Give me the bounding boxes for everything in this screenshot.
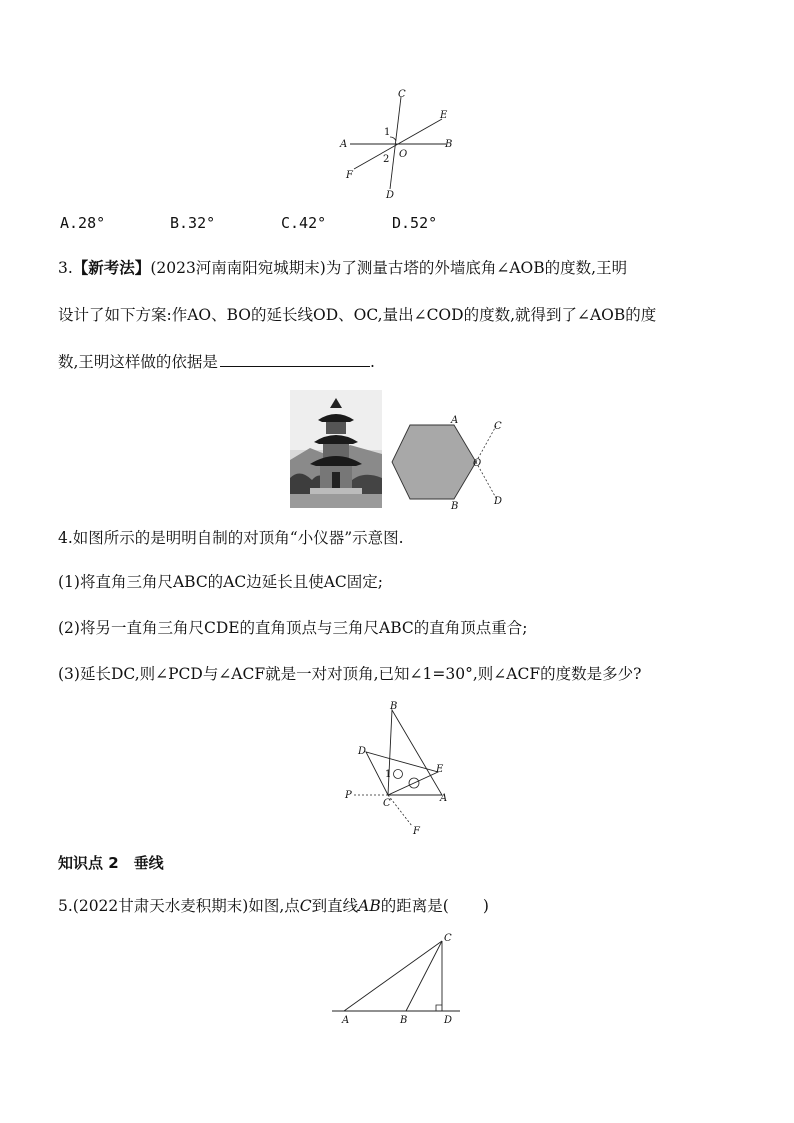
q5-label-b: B (400, 1015, 408, 1026)
section-title: 知识点 2 垂线 (58, 854, 164, 872)
label-d: D (386, 190, 395, 200)
hex-label-a: A (451, 415, 459, 426)
q3-answer-blank[interactable] (220, 352, 370, 367)
option-a: A.28° (60, 214, 106, 232)
label-e: E (440, 110, 448, 121)
q4-step-2: (2)将另一直角三角尺CDE的直角顶点与三角尺ABC的直角顶点重合; (58, 619, 528, 637)
q5-text-end: 的距离是( (380, 897, 449, 915)
q5-label-d: D (444, 1015, 453, 1026)
ray-cf (388, 795, 412, 826)
q5-text-mid: 到直线 (311, 897, 359, 915)
q5-figure (330, 927, 466, 1027)
option-c: C.42° (281, 214, 327, 232)
q4-label-f: F (413, 826, 420, 837)
option-b: B.32° (170, 214, 216, 232)
segment-ac (344, 941, 442, 1011)
segment-bc (406, 941, 442, 1011)
hexagon-figure (390, 412, 510, 512)
label-o: O (399, 149, 408, 160)
q3-tag: 【新考法】 (72, 258, 151, 277)
ray-oc (476, 426, 496, 462)
q3-source: (2023河南南阳宛城期末) (150, 259, 326, 277)
q5-label-a: A (342, 1015, 350, 1026)
q4-figure (342, 700, 458, 838)
label-b: B (445, 139, 453, 150)
q4-label-d: D (358, 746, 367, 757)
q3-line-1-text: 为了测量古塔的外墙底角∠AOB的度数,王明 (325, 259, 628, 277)
q3-line-1 (58, 256, 627, 278)
q4-label-c: C (383, 798, 391, 809)
label-angle-1: 1 (384, 127, 391, 138)
hexagon (392, 425, 476, 499)
q4-line-1: 4.如图所示的是明明自制的对顶角“小仪器”示意图. (58, 529, 404, 547)
q2-figure (338, 85, 458, 200)
label-a: A (340, 139, 348, 150)
q5-text-close: ) (482, 897, 489, 915)
q5-line (58, 894, 489, 916)
q3-number: 3. (58, 259, 73, 277)
q5-text-start: 5.(2022甘肃天水麦积期末)如图,点 (58, 897, 300, 915)
label-f: F (346, 170, 353, 181)
label-c: C (398, 89, 406, 100)
hex-label-b: B (451, 501, 459, 512)
label-angle-2: 2 (383, 154, 390, 165)
q4-label-p: P (345, 790, 352, 801)
q4-step-1: (1)将直角三角尺ABC的AC边延长且使AC固定; (58, 573, 384, 591)
angle-1-arc (390, 137, 396, 141)
q3-line-3-end: . (369, 353, 375, 371)
q4-step-3: (3)延长DC,则∠PCD与∠ACF就是一对对顶角,已知∠1=30°,则∠ACF的度数是多少? (58, 665, 642, 683)
q5-line-ab: AB (358, 897, 381, 915)
q4-label-e: E (436, 764, 444, 775)
q5-point-c: C (299, 897, 312, 915)
q3-line-3-text: 数,王明这样做的依据是 (58, 353, 218, 371)
q4-label-a: A (440, 793, 448, 804)
hex-label-o: O (473, 458, 482, 469)
q4-label-angle-1: 1 (385, 769, 392, 780)
hole-1 (394, 770, 403, 779)
q4-label-b: B (390, 701, 398, 712)
q5-label-c: C (444, 933, 452, 944)
q3-line-3 (58, 350, 375, 372)
q3-line-2: 设计了如下方案:作AO、BO的延长线OD、OC,量出∠COD的度数,就得到了∠AOB的度 (58, 306, 657, 324)
right-angle-mark (436, 1005, 442, 1011)
hex-label-d: D (494, 496, 503, 507)
hex-label-c: C (494, 421, 502, 432)
triangle-cde (366, 752, 438, 795)
pagoda-photo (290, 390, 382, 508)
option-d: D.52° (392, 214, 438, 232)
